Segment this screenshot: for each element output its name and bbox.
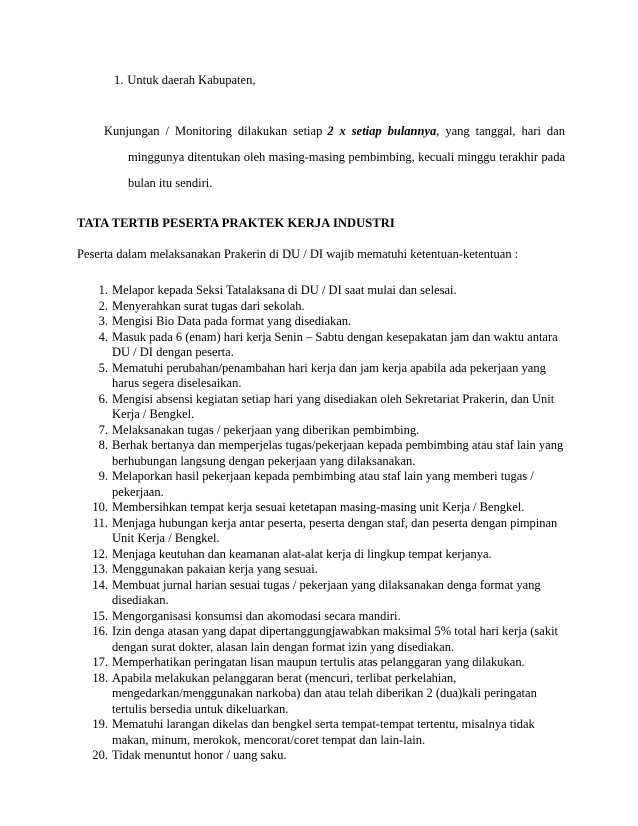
rule-text: Membersihkan tempat kerja sesuai ketetapan masing-masing unit Kerja / Bengkel. (112, 500, 525, 514)
rule-number: 1. (98, 283, 108, 297)
rule-text: Melaporkan hasil pekerjaan kepada pembimbing atau staf lain yang memberi tugas / pekerjaan. (112, 469, 534, 499)
rule-item (77, 330, 567, 361)
rule-number: 6. (98, 391, 108, 406)
rule-text: Mengorganisasi konsumsi dan akomodasi secara mandiri. (112, 608, 401, 623)
rule-item (77, 283, 567, 299)
rule-number: 10. (92, 500, 108, 514)
rule-item (77, 578, 567, 609)
rule-item (77, 671, 567, 718)
rule-number: 19. (92, 717, 108, 731)
rule-text: Apabila melakukan pelanggaran berat (mencuri, terlibat perkelahian, mengedarkan/menggunakan narkoba) dan atau telah diberikan 2 (dua)kali peringatan tertulis bersedia untuk dikeluarkan. (112, 670, 537, 716)
rule-text: Melaksanakan tugas / pekerjaan yang diberikan pembimbing. (112, 422, 420, 437)
rule-text: Mengisi Bio Data pada format yang disediakan. (112, 314, 352, 328)
rule-number: 14. (92, 577, 108, 592)
rule-item (77, 361, 567, 392)
rule-item (77, 314, 567, 330)
rule-text: Menjaga keutuhan dan keamanan alat-alat kerja di lingkup tempat kerjanya. (112, 546, 492, 561)
rule-text: Tidak menuntut honor / uang saku. (112, 748, 287, 762)
rules-list (77, 283, 567, 764)
region-item-number: 1. (114, 73, 124, 87)
rule-item (77, 299, 567, 315)
region-item-text: Untuk daerah Kabupaten, (127, 73, 256, 87)
rule-number: 8. (98, 438, 108, 452)
rule-text: Memperhatikan peringatan lisan maupun tertulis atas pelanggaran yang dilakukan. (112, 655, 525, 669)
region-item (114, 72, 255, 88)
rule-item (77, 748, 567, 764)
rule-number: 4. (98, 329, 108, 344)
rule-number: 20. (92, 748, 108, 762)
rule-item (77, 438, 567, 469)
rule-text: Mematuhi larangan dikelas dan bengkel serta tempat-tempat tertentu, misalnya tidak makan, minum, merokok, mencorat/coret tempat dan lain-lain. (112, 717, 535, 747)
rule-text: Menjaga hubungan kerja antar peserta, peserta dengan staf, dan peserta dengan pimpinan Unit Kerja / Bengkel. (112, 515, 558, 545)
rule-item (77, 562, 567, 578)
rule-number: 11. (92, 515, 108, 530)
rule-text: Melapor kepada Seksi Tatalaksana di DU / DI saat mulai dan selesai. (112, 283, 457, 297)
rule-number: 9. (98, 469, 108, 483)
rule-item (77, 423, 567, 439)
rule-number: 2. (98, 298, 108, 313)
rule-text: Membuat jurnal harian sesuai tugas / pekerjaan yang dilaksanakan denga format yang disediakan. (112, 577, 541, 607)
rule-number: 5. (98, 360, 108, 375)
rule-text: Menyerahkan surat tugas dari sekolah. (112, 298, 305, 313)
rule-number: 18. (92, 670, 108, 685)
rule-text: Izin denga atasan yang dapat dipertanggungjawabkan maksimal 5% total hari kerja (sakit dengan surat dokter, alasan lain dengan format izin yang disediakan. (112, 624, 559, 654)
rule-text: Berhak bertanya dan memperjelas tugas/pekerjaan kepada pembimbing atau staf lain yang berhubungan langsung dengan pekerjaan yang dilaksanakan. (112, 438, 564, 468)
rule-number: 3. (98, 314, 108, 328)
rule-item (77, 469, 567, 500)
visit-frequency: 2 x setiap bulannya (327, 124, 437, 138)
rule-item (77, 392, 567, 423)
rule-item (77, 717, 567, 748)
section-heading: TATA TERTIB PESERTA PRAKTEK KERJA INDUSTRI (77, 216, 395, 230)
rule-number: 16. (92, 624, 108, 638)
rule-item (77, 609, 567, 625)
rule-text: Masuk pada 6 (enam) hari kerja Senin – Sabtu dengan kesepakatan jam dan waktu antara DU / DI dengan peserta. (112, 329, 558, 359)
rule-item (77, 624, 567, 655)
rule-number: 7. (98, 422, 108, 437)
visit-text-after: , yang tanggal, hari dan minggunya ditentukan oleh masing-masing pembimbing, kecuali minggu terakhir pada bulan itu sendiri. (128, 124, 565, 190)
rule-item (77, 516, 567, 547)
rule-number: 15. (92, 608, 108, 623)
rule-text: Menggunakan pakaian kerja yang sesuai. (112, 562, 318, 576)
rule-number: 13. (92, 562, 108, 576)
rule-text: Mematuhi perubahan/penambahan hari kerja dan jam kerja apabila ada pekerjaan yang harus segera diselesaikan. (112, 360, 546, 390)
rule-number: 12. (92, 546, 108, 561)
rule-number: 17. (92, 655, 108, 669)
rule-item (77, 655, 567, 671)
rule-item (77, 547, 567, 563)
visit-text-before: Kunjungan / Monitoring dilakukan setiap (104, 124, 323, 138)
rule-item (77, 500, 567, 516)
rule-text: Mengisi absensi kegiatan setiap hari yang disediakan oleh Sekretariat Prakerin, dan Unit Kerja / Bengkel. (112, 391, 555, 421)
intro-text: Peserta dalam melaksanakan Prakerin di DU / DI wajib mematuhi ketentuan-ketentuan : (77, 247, 519, 261)
visit-paragraph (104, 118, 565, 196)
